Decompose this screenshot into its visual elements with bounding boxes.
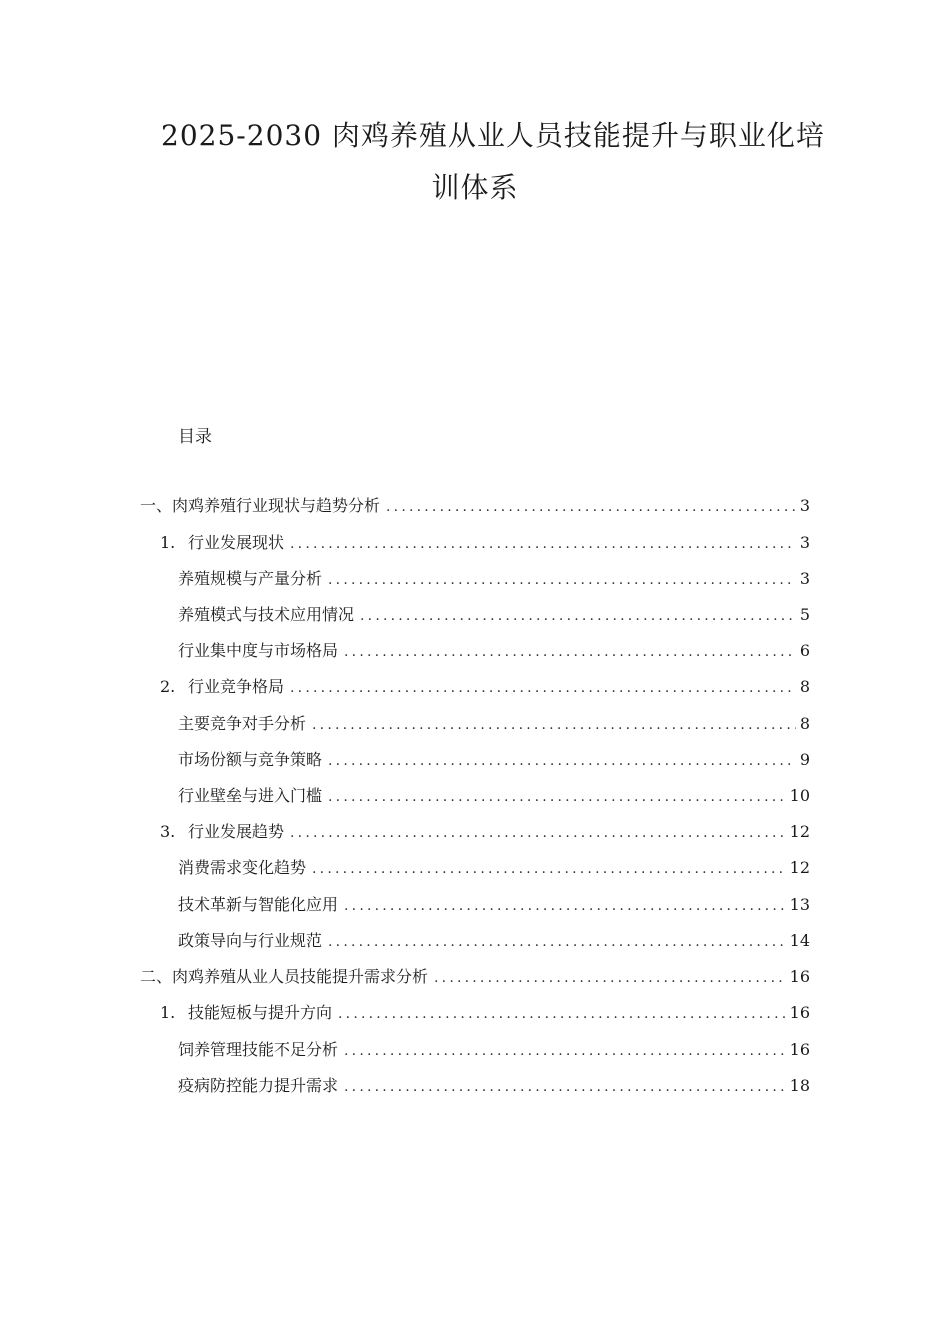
toc-dot-leader [386,499,796,515]
toc-page-number: 16 [789,1003,810,1022]
toc-page-number: 12 [789,858,810,877]
toc-dot-leader [328,572,796,588]
toc-dot-leader [360,608,796,624]
toc-page-number: 16 [789,967,810,986]
toc-entry-label: 行业发展趋势 [188,822,285,841]
toc-dot-leader [328,934,786,950]
toc-entry-section-1-3[interactable] [160,819,810,843]
toc-entry-label: 养殖模式与技术应用情况 [178,605,355,624]
toc-dot-leader [434,970,786,986]
toc-page-number: 3 [799,496,810,515]
toc-dot-leader [290,825,786,841]
toc-page-number: 18 [789,1076,810,1095]
toc-entry-label: 疫病防控能力提升需求 [178,1076,339,1095]
toc-entry-number: 1. [160,533,176,552]
toc-entry-label: 主要竞争对手分析 [178,714,307,733]
toc-dot-leader [344,1079,786,1095]
toc-dot-leader [328,753,796,769]
toc-entry-label: 二、肉鸡养殖从业人员技能提升需求分析 [140,967,429,986]
toc-entry-chapter-1[interactable] [140,493,810,517]
toc-dot-leader [290,536,796,552]
toc-entry-chapter-2[interactable] [140,964,810,988]
toc-entry-label: 技术革新与智能化应用 [178,895,339,914]
document-title-line-2: 训体系 [431,171,519,204]
toc-entry-subsection[interactable] [178,602,810,626]
toc-page-number: 9 [799,750,810,769]
toc-entry-label: 行业集中度与市场格局 [178,641,339,660]
toc-page-number: 6 [799,641,810,660]
toc-entry-subsection[interactable] [178,892,810,916]
toc-entry-label: 消费需求变化趋势 [178,858,307,877]
toc-entry-section-1-1[interactable] [160,530,810,554]
toc-entry-subsection[interactable] [178,928,810,952]
toc-page-number: 13 [789,895,810,914]
toc-dot-leader [290,680,796,696]
toc-dot-leader [312,861,786,877]
toc-page-number: 10 [789,786,810,805]
toc-page-number: 3 [799,533,810,552]
toc-page-number: 3 [799,569,810,588]
toc-entry-section-2-1[interactable] [160,1000,810,1024]
toc-entry-label: 政策导向与行业规范 [178,931,323,950]
toc-dot-leader [312,717,796,733]
toc-entry-label: 饲养管理技能不足分析 [178,1040,339,1059]
toc-entry-label: 一、肉鸡养殖行业现状与趋势分析 [140,496,381,515]
toc-entry-subsection[interactable] [178,1073,810,1097]
toc-entry-label: 行业发展现状 [188,533,285,552]
document-title-line-1: 2025-2030 肉鸡养殖从业人员技能提升与职业化培 [161,119,825,152]
toc-entry-number: 2. [160,677,176,696]
toc-entry-label: 养殖规模与产量分析 [178,569,323,588]
toc-entry-subsection[interactable] [178,711,810,735]
toc-entry-label: 行业竞争格局 [188,677,285,696]
toc-page-number: 5 [799,605,810,624]
toc-page-number: 8 [799,714,810,733]
toc-page-number: 16 [789,1040,810,1059]
toc-entry-label: 技能短板与提升方向 [188,1003,333,1022]
toc-dot-leader [344,644,796,660]
toc-entry-number: 3. [160,822,176,841]
toc-entry-label: 市场份额与竞争策略 [178,750,323,769]
toc-dot-leader [338,1006,786,1022]
toc-entry-subsection[interactable] [178,1037,810,1061]
toc-entry-subsection[interactable] [178,638,810,662]
toc-dot-leader [344,1043,786,1059]
toc-page-number: 12 [789,822,810,841]
toc-entry-label: 行业壁垒与进入门槛 [178,786,323,805]
toc-page-number: 14 [789,931,810,950]
toc-page-number: 8 [799,677,810,696]
toc-entry-number: 1. [160,1003,176,1022]
toc-entry-section-1-2[interactable] [160,674,810,698]
toc-entry-subsection[interactable] [178,855,810,879]
toc-entry-subsection[interactable] [178,566,810,590]
toc-heading: 目录 [178,427,212,447]
toc-entry-subsection[interactable] [178,747,810,771]
toc-entry-subsection[interactable] [178,783,810,807]
toc-dot-leader [344,898,786,914]
toc-dot-leader [328,789,786,805]
